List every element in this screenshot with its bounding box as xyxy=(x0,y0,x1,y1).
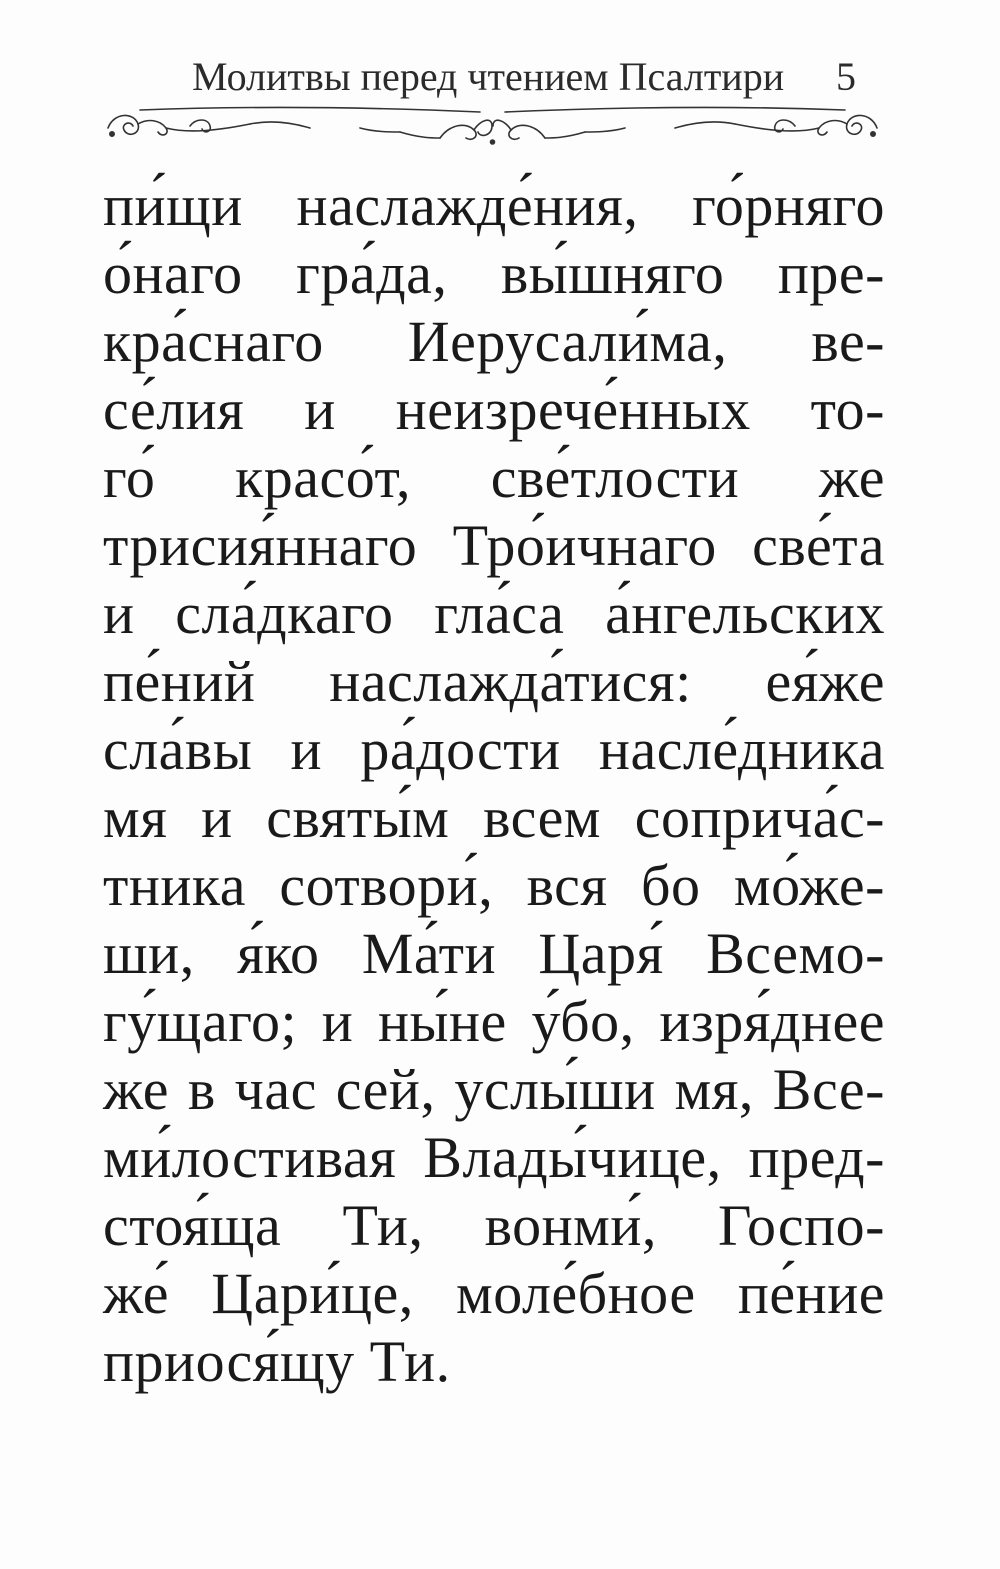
text-line: тника сотвори́, вся бо мо́же- xyxy=(103,853,885,918)
text-line: пи́щи наслажде́ния, го́рняго xyxy=(103,173,885,238)
text-line: пе́ний наслажда́тися: ея́же xyxy=(103,649,885,714)
text-line: же в час сей, услы́ши мя, Все- xyxy=(103,1057,885,1122)
text-line: стоя́ща Ти, вонми́, Госпо- xyxy=(103,1193,885,1258)
decorative-divider-icon xyxy=(100,98,885,146)
text-line: се́лия и неизрече́нных то- xyxy=(103,377,885,442)
prayer-text xyxy=(103,172,885,1396)
text-line: гу́щаго; и ны́не у́бо, изря́днее xyxy=(103,989,885,1054)
page-number: 5 xyxy=(836,54,856,99)
text-line: и сла́дкаго гла́са а́нгельских xyxy=(103,581,885,646)
text-line: о́наго гра́да, вы́шняго пре- xyxy=(103,241,885,306)
text-line: мя и святы́м всем соприча́с- xyxy=(103,785,885,850)
text-line: кра́снаго Иерусали́ма, ве- xyxy=(103,309,885,374)
text-line-last: приося́щу Ти. xyxy=(103,1329,451,1394)
text-line: же́ Цари́це, моле́бное пе́ние xyxy=(103,1261,885,1326)
running-title: Молитвы перед чтением Псалтири xyxy=(192,54,785,99)
text-line: сла́вы и ра́дости насле́дника xyxy=(103,717,885,782)
text-line: трисия́ннаго Тро́ичнаго све́та xyxy=(103,513,885,578)
text-line: ши, я́ко Ма́ти Царя́ Всемо- xyxy=(103,921,885,986)
running-header xyxy=(104,52,884,102)
text-line: ми́лостивая Влады́чице, пред- xyxy=(103,1125,885,1190)
text-line: го́ красо́т, све́тлости же xyxy=(103,445,885,510)
